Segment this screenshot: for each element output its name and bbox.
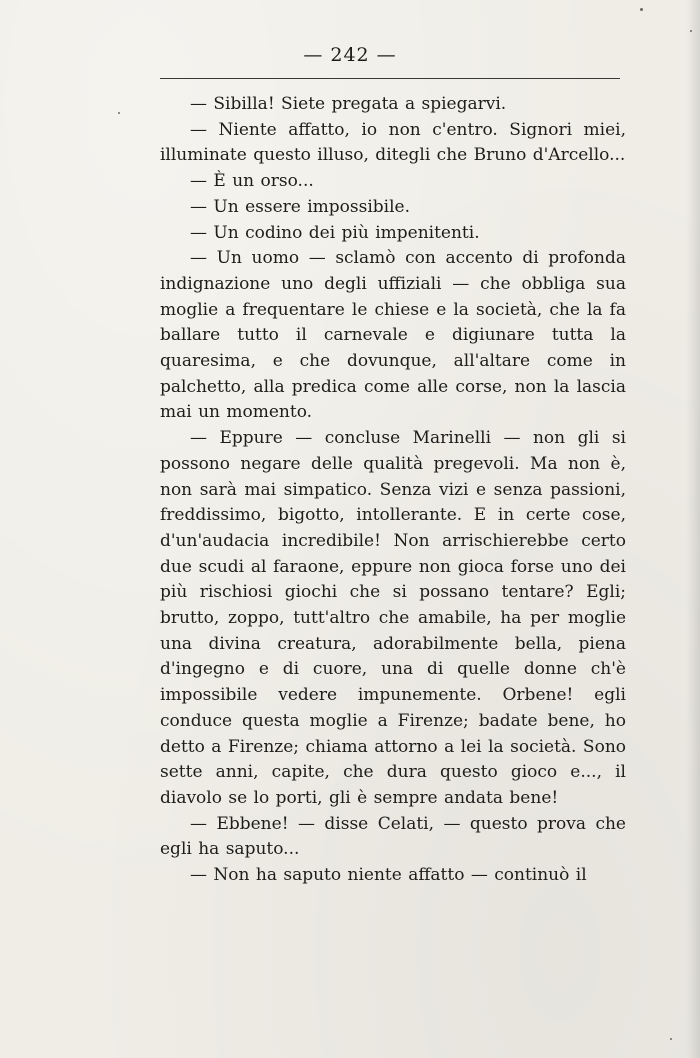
paper-speck (118, 112, 120, 114)
paragraph-7: — Eppure — concluse Marinelli — non gli si possono negare delle qualità pregevoli. Ma non è, non sarà mai simpatico. Senza vizi e senza passioni, freddissimo, bigotto, intollerante. E in certe cose, d'un'audacia incredibile! Non arrischierebbe certo due scudi al faraone, eppure non gioca forse uno dei più rischiosi giochi che si possano tentare? Egli; brutto, zoppo, tutt'altro che amabile, ha per moglie una divina creatura, adorabilmente bella, piena d'ingegno e di cuore, una di quelle donne ch'è impossibile vedere impunemente. Orbene! egli conduce questa moglie a Firenze; badate bene, ho detto a Firenze; chiama attorno a lei la società. Sono sette anni, capite, che dura questo gioco e..., il diavolo se lo porti, gli è sempre andata bene! (160, 428, 626, 808)
paragraph-4: — Un essere impossibile. (190, 196, 411, 217)
paragraph-1: — Sibilla! Siete pregata a spiegarvi. (190, 94, 507, 114)
page-number: — 242 — (303, 44, 397, 66)
paper-speck (670, 1038, 672, 1040)
page-edge-shadow (686, 0, 700, 1058)
header-rule (160, 78, 620, 79)
paper-speck (690, 30, 692, 32)
paragraph-2: — Niente affatto, io non c'entro. Signori miei, illuminate questo illuso, ditegli che Bruno d'Arcello... (160, 119, 626, 166)
paragraph-8: — Ebbene! — disse Celati, — questo prova che egli ha saputo... (160, 813, 626, 860)
paragraph-3: — È un orso... (190, 171, 314, 192)
paragraph-9: — Non ha saputo niente affatto — continuò il (190, 865, 587, 886)
paragraph-6: — Un uomo — sclamò con accento di profonda indignazione uno degli uffiziali — che obbliga sua moglie a frequentare le chiese e la società, che la fa ballare tutto il carnevale e digiunare tutta la quaresima, e che dovunque, all'altare come in palchetto, alla predica come alle corse, non la lascia mai un momento. (160, 248, 626, 423)
paper-speck (640, 8, 643, 11)
paragraph-5: — Un codino dei più impenitenti. (190, 222, 480, 243)
body-text (160, 92, 626, 889)
